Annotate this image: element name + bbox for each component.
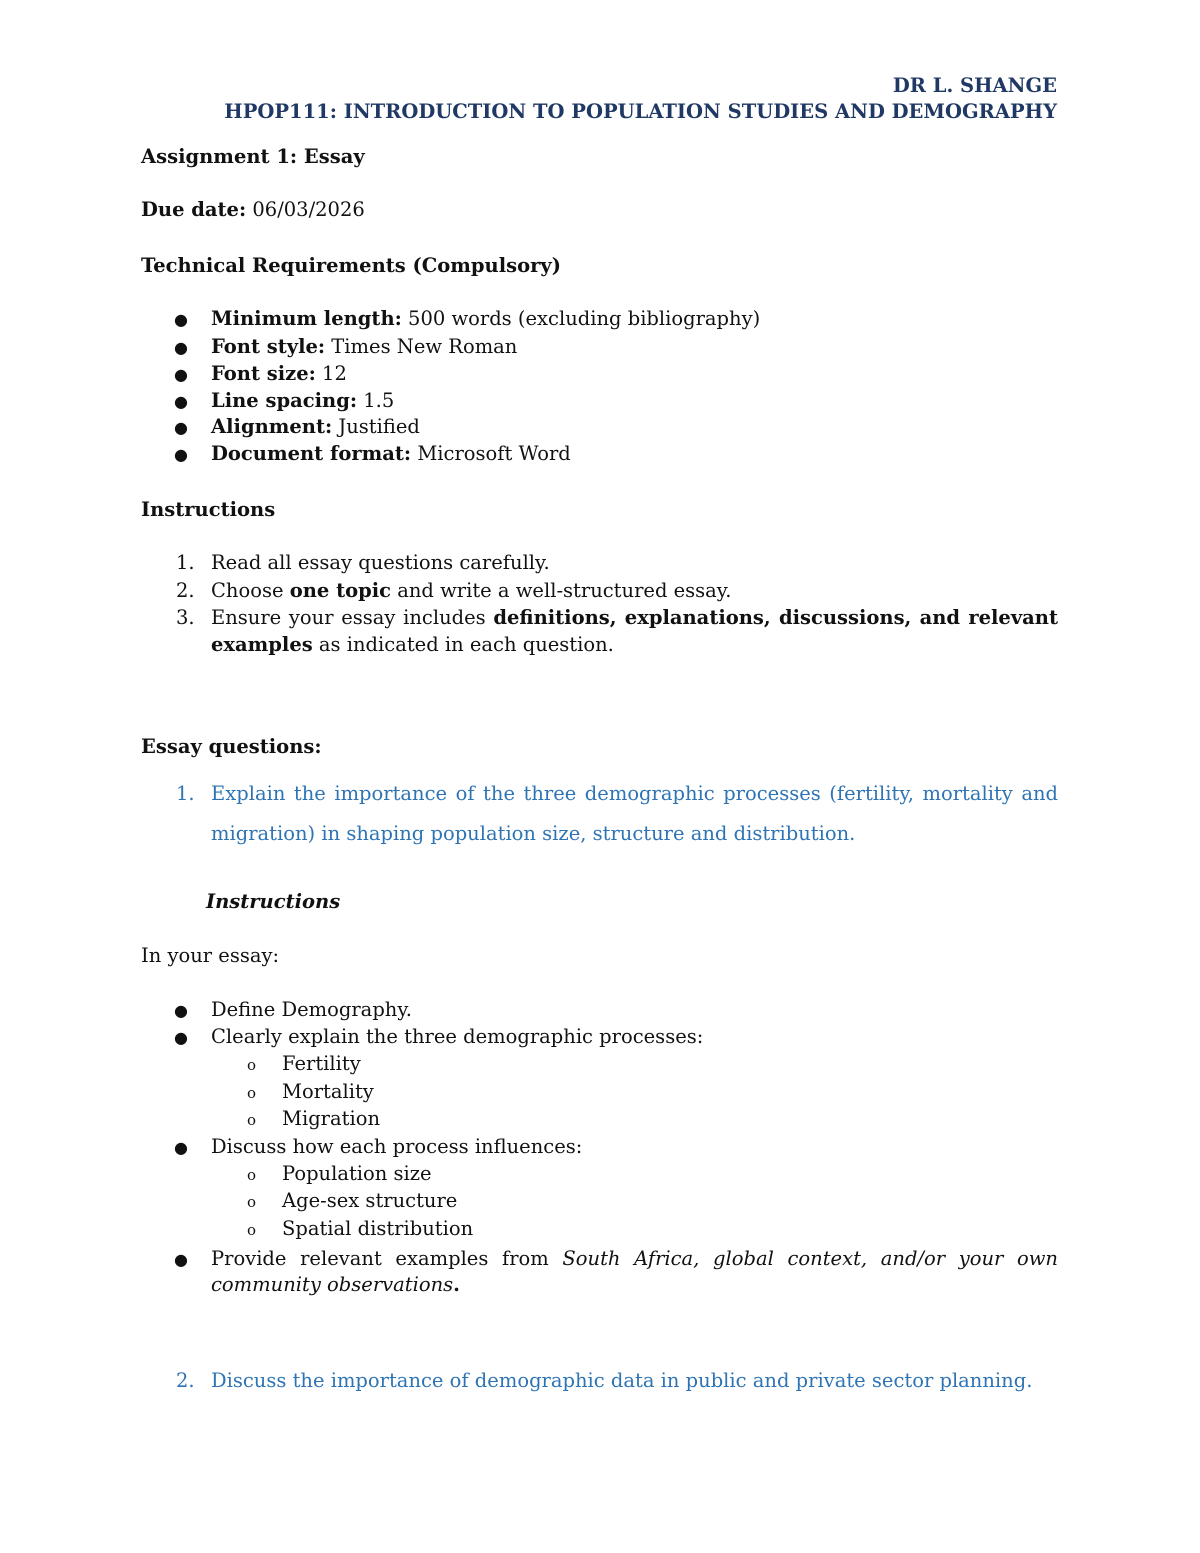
circle-bullet-icon: o — [247, 1084, 257, 1102]
bullet-icon: ● — [174, 310, 188, 329]
list-item: Font size: 12 — [211, 362, 347, 385]
bullet-icon: ● — [174, 365, 188, 384]
instruction-item: Read all essay questions carefully. — [211, 551, 550, 574]
question-2: Discuss the importance of demographic data in public and private sector planning. — [211, 1369, 1033, 1392]
list-number: 3. — [176, 606, 195, 629]
instructions-heading: Instructions — [141, 498, 276, 521]
due-date-label: Due date: — [141, 198, 247, 221]
list-item: Document format: Microsoft Word — [211, 442, 571, 465]
list-number: 1. — [176, 551, 195, 574]
due-date — [141, 198, 365, 221]
list-item-continued: community observations. — [211, 1273, 460, 1296]
sub-list-item: Age-sex structure — [282, 1189, 458, 1212]
list-item: Minimum length: 500 words (excluding bibliography) — [211, 307, 761, 330]
bullet-icon: ● — [174, 1138, 188, 1157]
sub-list-item: Spatial distribution — [282, 1217, 474, 1240]
circle-bullet-icon: o — [247, 1221, 257, 1239]
bullet-icon: ● — [174, 392, 188, 411]
circle-bullet-icon: o — [247, 1111, 257, 1129]
tech-requirements-heading: Technical Requirements (Compulsory) — [141, 254, 561, 277]
in-your-essay-label: In your essay: — [141, 944, 280, 967]
circle-bullet-icon: o — [247, 1166, 257, 1184]
list-item: Clearly explain the three demographic processes: — [211, 1025, 704, 1048]
list-item: Line spacing: 1.5 — [211, 389, 395, 412]
question-1-line-1: Explain the importance of the three demographic processes (fertility, mortality and — [211, 782, 1058, 805]
list-item: Define Demography. — [211, 998, 412, 1021]
essay-questions-heading: Essay questions: — [141, 735, 322, 758]
bullet-icon: ● — [174, 445, 188, 464]
author-name: DR L. SHANGE — [892, 74, 1057, 97]
due-date-value: 06/03/2026 — [252, 198, 365, 221]
instruction-item: Choose one topic and write a well-structured essay. — [211, 579, 732, 602]
list-item: Font style: Times New Roman — [211, 335, 518, 358]
bullet-icon: ● — [174, 418, 188, 437]
question-number: 2. — [176, 1369, 195, 1392]
sub-list-item: Mortality — [282, 1080, 374, 1103]
circle-bullet-icon: o — [247, 1193, 257, 1211]
list-item: Discuss how each process influences: — [211, 1135, 583, 1158]
list-number: 2. — [176, 579, 195, 602]
instruction-item: Ensure your essay includes definitions, explanations, discussions, and relevant — [211, 606, 1058, 629]
assignment-title: Assignment 1: Essay — [141, 145, 365, 168]
instruction-item-continued: examples as indicated in each question. — [211, 633, 614, 656]
sub-list-item: Migration — [282, 1107, 381, 1130]
bullet-icon: ● — [174, 1250, 188, 1269]
sub-list-item: Population size — [282, 1162, 432, 1185]
list-item: Provide relevant examples from South Africa, global context, and/or your own — [211, 1247, 1058, 1270]
question-1-line-2: migration) in shaping population size, structure and distribution. — [211, 822, 856, 845]
list-item: Alignment: Justified — [211, 415, 420, 438]
bullet-icon: ● — [174, 338, 188, 357]
bullet-icon: ● — [174, 1001, 188, 1020]
course-title: HPOP111: INTRODUCTION TO POPULATION STUDIES AND DEMOGRAPHY — [224, 100, 1057, 123]
bullet-icon: ● — [174, 1028, 188, 1047]
question-instructions-heading: Instructions — [206, 890, 341, 913]
sub-list-item: Fertility — [282, 1052, 361, 1075]
circle-bullet-icon: o — [247, 1056, 257, 1074]
question-number: 1. — [176, 782, 195, 805]
